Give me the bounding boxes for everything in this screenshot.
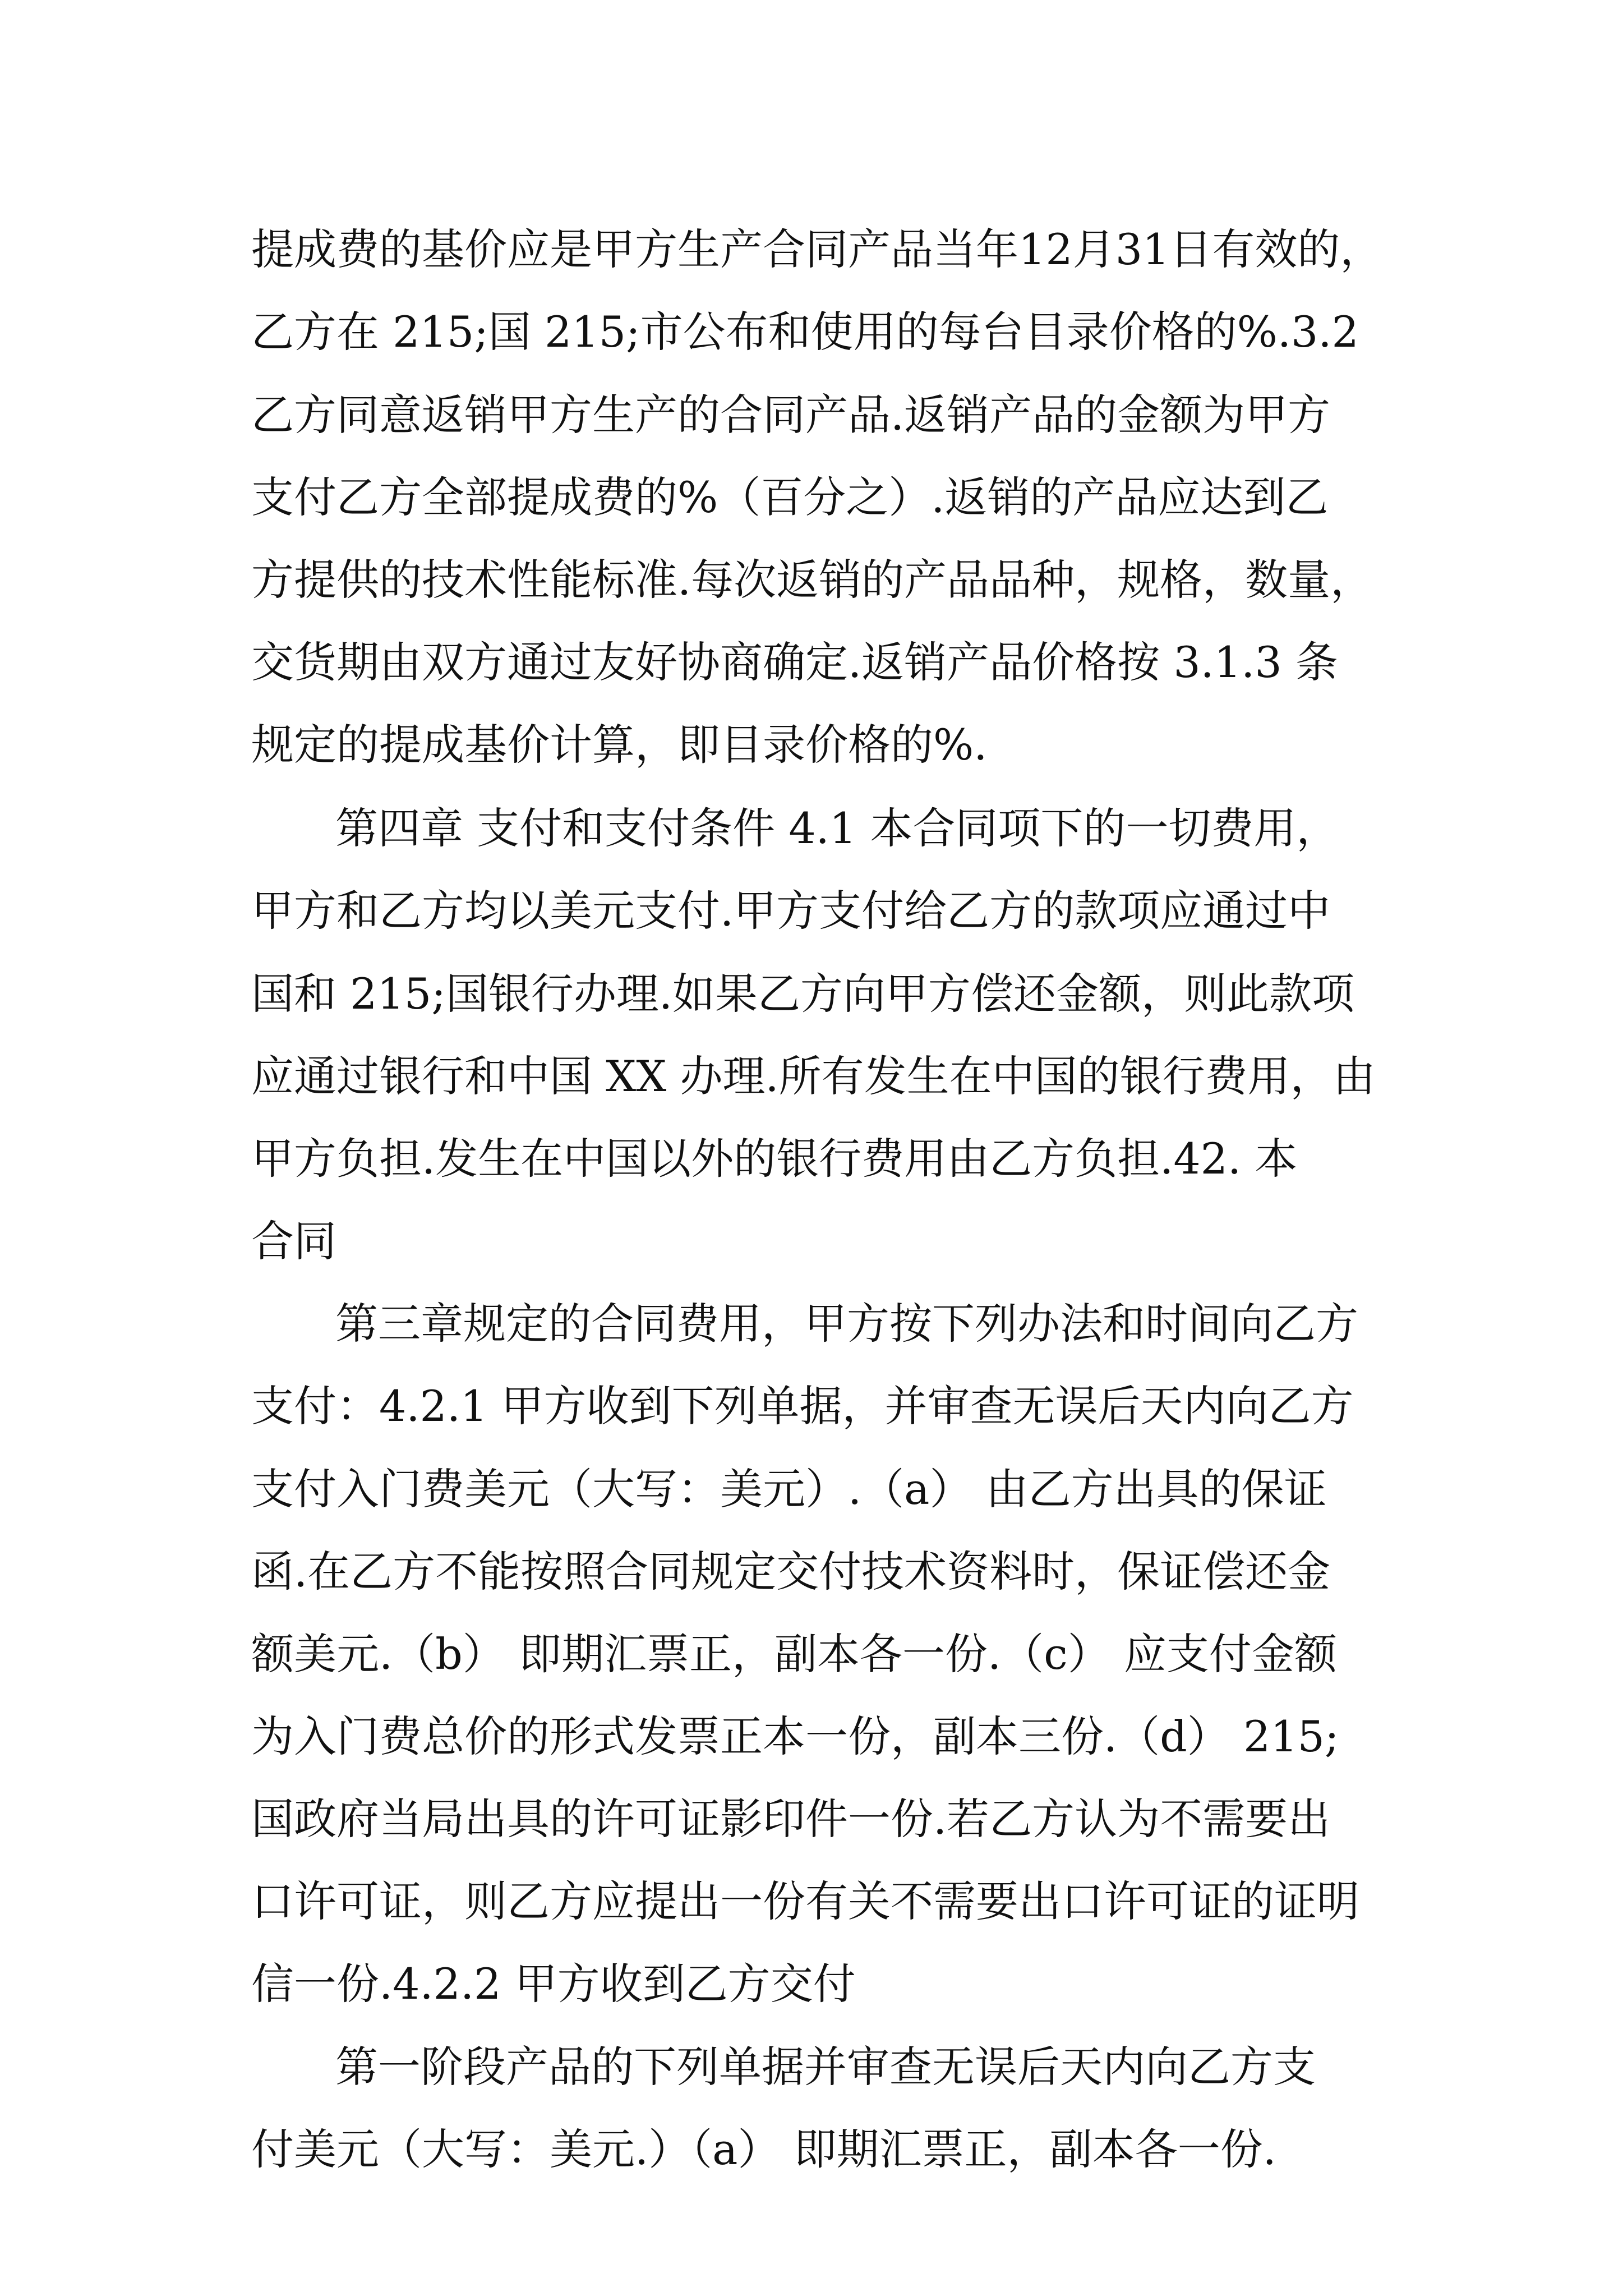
text-line: 第一阶段产品的下列单据并审查无误后天内向乙方支	[335, 2042, 1316, 2092]
text-line: 口许可证，则乙方应提出一份有关不需要出口许可证的证明	[251, 1876, 1359, 1926]
text-line: 第四章 支付和支付条件 4.1 本合同项下的一切费用，	[335, 803, 1339, 853]
text-line: 支付入门费美元（大写：美元）.（a） 由乙方出具的保证	[251, 1464, 1327, 1514]
text-line: 合同	[251, 1216, 336, 1266]
text-line: 乙方同意返销甲方生产的合同产品.返销产品的金额为甲方	[251, 390, 1331, 440]
text-line: 提成费的基价应是甲方生产合同产品当年12月31日有效的，	[251, 224, 1383, 274]
text-line: 应通过银行和中国 XX 办理.所有发生在中国的银行费用，由	[251, 1051, 1376, 1101]
text-line: 付美元（大写：美元.）（a） 即期汇票正，副本各一份.	[251, 2124, 1276, 2174]
text-line: 国和 215;国银行办理.如果乙方向甲方偿还金额，则此款项	[251, 969, 1354, 1019]
text-line: 甲方和乙方均以美元支付.甲方支付给乙方的款项应通过中	[251, 886, 1331, 936]
text-line: 为入门费总价的形式发票正本一份，副本三份.（d） 215;	[251, 1711, 1339, 1761]
text-line: 支付乙方全部提成费的%（百分之）.返销的产品应达到乙	[251, 472, 1329, 522]
text-line: 规定的提成基价计算，即目录价格的%.	[251, 720, 988, 770]
text-line: 信一份.4.2.2 甲方收到乙方交付	[251, 1959, 856, 2009]
text-line: 甲方负担.发生在中国以外的银行费用由乙方负担.42. 本	[251, 1134, 1298, 1184]
text-line: 函.在乙方不能按照合同规定交付技术资料时，保证偿还金	[251, 1547, 1331, 1596]
text-line: 方提供的技术性能标准.每次返销的产品品种，规格，数量，	[251, 555, 1373, 605]
text-line: 额美元.（b） 即期汇票正，副本各一份.（c） 应支付金额	[251, 1629, 1337, 1679]
text-line: 国政府当局出具的许可证影印件一份.若乙方认为不需要出	[251, 1794, 1331, 1844]
text-line: 交货期由双方通过友好协商确定.返销产品价格按 3.1.3 条	[251, 637, 1338, 687]
text-line: 乙方在 215;国 215;市公布和使用的每台目录价格的%.3.2	[251, 307, 1359, 357]
text-line: 支付：4.2.1 甲方收到下列单据，并审查无误后天内向乙方	[251, 1381, 1354, 1431]
text-line: 第三章规定的合同费用，甲方按下列办法和时间向乙方	[335, 1299, 1358, 1349]
